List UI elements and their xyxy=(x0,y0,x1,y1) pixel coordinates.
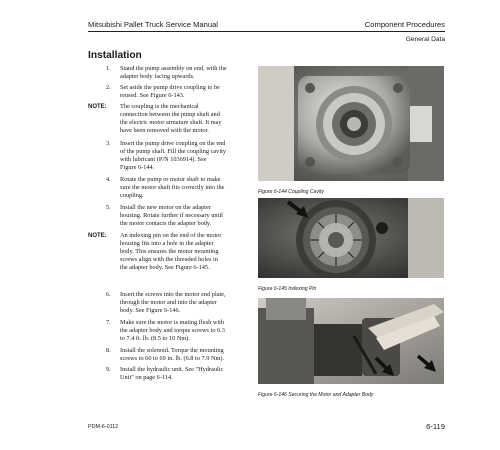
step-line: with lubricant (P/N 1036914). See xyxy=(120,156,207,164)
step-number: 7. xyxy=(106,319,111,326)
step-line: of the pump shaft. Fill the coupling cavity xyxy=(120,148,226,156)
step-line: Install the solenoid. Torque the mounting xyxy=(120,347,224,354)
step-line: adapter body facing upwards. xyxy=(120,73,195,81)
step-number: 3. xyxy=(106,140,111,147)
note-line: The coupling is the mechanical xyxy=(120,103,199,110)
step-number: 4. xyxy=(106,176,111,183)
chapter-title: Component Procedures xyxy=(364,20,445,29)
step-line: Install the new motor on the adapter xyxy=(120,204,211,211)
step-line: reused. See Figure 6-143. xyxy=(120,92,185,100)
manual-title: Mitsubishi Pallet Truck Service Manual xyxy=(88,20,218,29)
step-line: Rotate the pump or motor shaft to make xyxy=(120,176,221,183)
figure-caption: Figure 6-146 Securing the Motor and Adapter Body xyxy=(258,392,374,398)
figure-indexing-pin-photo xyxy=(258,198,444,278)
note-line: housing fits into a hole in the adapter xyxy=(120,240,214,248)
step-1 xyxy=(106,65,255,81)
step-line: Insert the pump drive coupling on the end xyxy=(120,140,226,147)
step-number: 8. xyxy=(106,347,111,354)
step-line: Insert the screws into the motor end plate, xyxy=(120,291,226,298)
step-line: through the motor and into the adapter xyxy=(120,299,217,307)
figure-securing-motor-photo xyxy=(258,298,444,384)
step-line: Figure 6-144. xyxy=(120,164,155,172)
note-line: the electric motor armature shaft. It may xyxy=(120,119,222,127)
step-line: Stand the pump assembly on end, with the xyxy=(120,65,227,72)
step-5 xyxy=(106,204,255,228)
step-line: the adapter body and torque screws to 6.3 xyxy=(120,327,225,335)
figure-coupling-cavity-photo xyxy=(258,66,444,181)
step-3 xyxy=(106,140,255,172)
figure-caption: Figure 6-145 Indexing Pin xyxy=(258,286,317,292)
step-line: to 7.4 ft. lb. (8.5 to 10 Nm). xyxy=(120,335,190,343)
step-line: sure the motor shaft fits correctly into the xyxy=(120,184,225,192)
note-line: have been removed with the motor. xyxy=(120,127,209,135)
step-line: coupling. xyxy=(120,192,144,200)
step-line: Set aside the pump drive coupling to be xyxy=(120,84,220,91)
note-line: screws align with the threaded holes in xyxy=(120,256,218,264)
note-line: connection between the pump shaft and xyxy=(120,111,220,119)
step-number: 6. xyxy=(106,291,111,298)
step-8 xyxy=(106,347,255,363)
section-title: Installation xyxy=(88,50,142,61)
note-indexing-pin xyxy=(88,232,255,272)
note-line: the adapter body. See Figure 6-145. xyxy=(120,264,210,272)
step-number: 1. xyxy=(106,65,111,72)
step-line: body. See Figure 6-146. xyxy=(120,307,181,315)
step-line: screws to 60 to 69 in. lb. (6.8 to 7.9 Nm). xyxy=(120,355,225,363)
step-line: housing. Rotate further if necessary until xyxy=(120,212,223,220)
step-number: 5. xyxy=(106,204,111,211)
step-2 xyxy=(106,84,255,100)
subsection-title: General Data xyxy=(405,36,445,43)
step-4 xyxy=(106,176,255,200)
header-rule xyxy=(88,31,445,32)
note-coupling xyxy=(88,103,255,135)
document-id: PDM-6-0112 xyxy=(88,424,119,430)
step-line: Install the hydraulic unit. See "Hydraulic xyxy=(120,366,224,373)
step-7 xyxy=(106,319,255,343)
step-number: 2. xyxy=(106,84,111,91)
step-6 xyxy=(106,291,255,315)
step-9 xyxy=(106,366,255,382)
step-line: the motor contacts the adapter body. xyxy=(120,220,212,228)
step-line: Make sure the motor is mating flush with xyxy=(120,319,225,326)
note-label: NOTE: xyxy=(88,233,107,239)
note-line: body. This ensures the motor mounting xyxy=(120,248,219,256)
figure-caption: Figure 6-144 Coupling Cavity xyxy=(258,189,324,195)
note-label: NOTE: xyxy=(88,104,107,110)
step-line: Unit" on page 6-114. xyxy=(120,374,173,382)
note-line: An indexing pin on the end of the motor xyxy=(120,232,222,239)
step-number: 9. xyxy=(106,366,111,373)
page-number: 6-119 xyxy=(426,422,445,431)
